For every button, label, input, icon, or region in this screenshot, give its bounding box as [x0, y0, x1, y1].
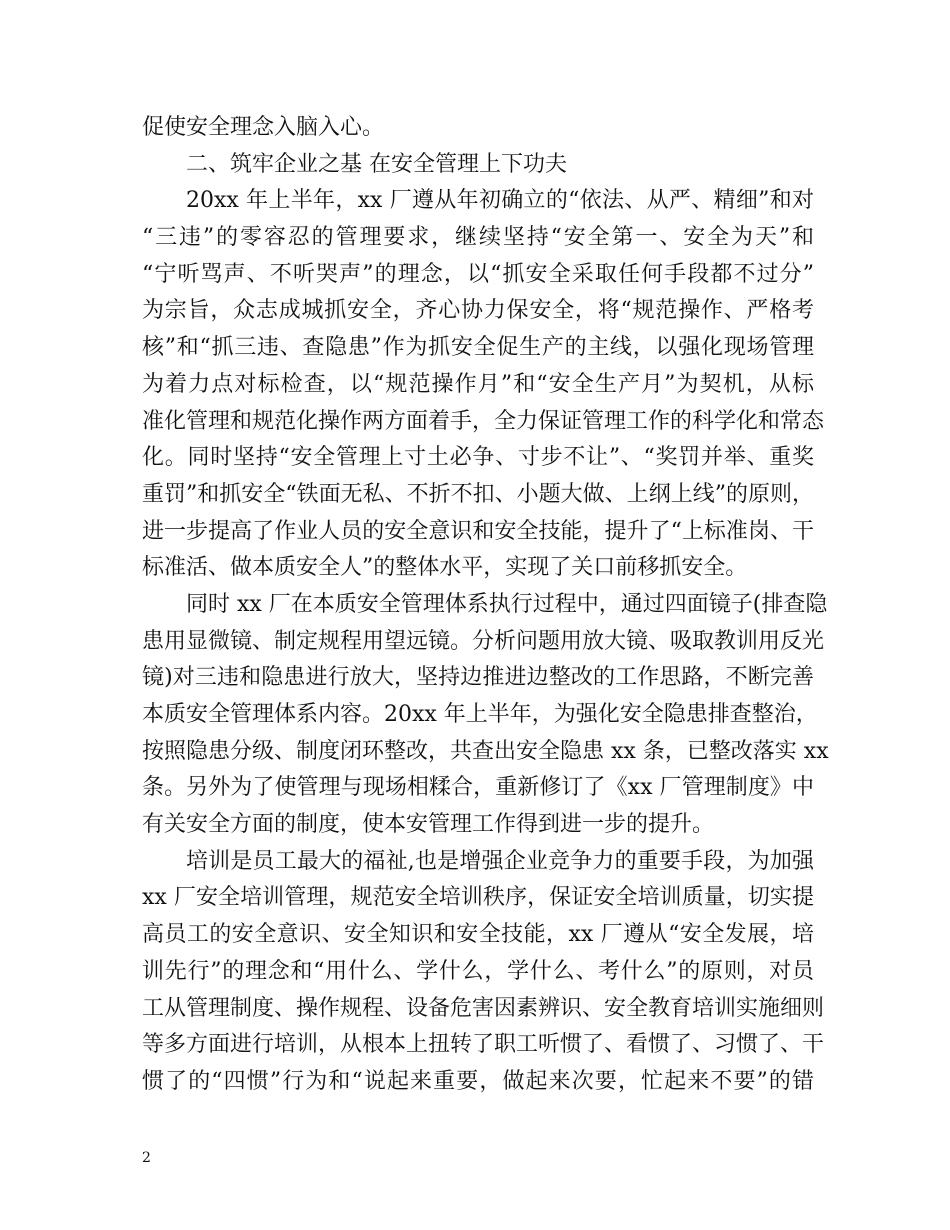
text-line: 训先行”的理念和“用什么、学什么，学什么、考什么”的原则，对员 — [142, 958, 814, 984]
text-line: 工从管理制度、操作规程、设备危害因素辨识、安全教育培训实施细则 — [142, 995, 825, 1021]
page-number: 2 — [142, 1150, 151, 1166]
text-line: 为着力点对标检查，以“规范操作月”和“安全生产月”为契机，从标 — [142, 371, 814, 397]
text-line: 按照隐患分级、制度闭环整改，共查出安全隐患 xx 条，已整改落实 xx — [142, 738, 829, 764]
text-line: 条。另外为了使管理与现场相糅合，重新修订了《xx 厂管理制度》中 — [142, 775, 814, 801]
text-line: 培训是员工最大的福祉,也是增强企业竞争力的重要手段，为加强 — [186, 848, 814, 874]
text-line: “宁听骂声、不听哭声”的理念，以“抓安全采取任何手段都不过分” — [142, 261, 814, 287]
text-line: 进一步提高了作业人员的安全意识和安全技能，提升了“上标准岗、干 — [142, 518, 814, 544]
text-line: 有关安全方面的制度，使本安管理工作得到进一步的提升。 — [142, 812, 715, 838]
document-body — [142, 110, 829, 1101]
text-line: “三违”的零容忍的管理要求，继续坚持“安全第一、安全为天”和 — [142, 225, 814, 251]
text-line: 高员工的安全意识、安全知识和安全技能，xx 厂遵从“安全发展，培 — [142, 922, 814, 948]
text-line: 等多方面进行培训，从根本上扭转了职工听惯了、看惯了、习惯了、干 — [142, 1032, 825, 1058]
text-line: 促使安全理念入脑入心。 — [142, 115, 385, 140]
text-line: xx 厂安全培训管理，规范安全培训秩序，保证安全培训质量，切实提 — [142, 885, 814, 911]
section-heading: 二、筑牢企业之基 在安全管理上下功夫 — [186, 151, 567, 177]
text-line: 为宗旨，众志成城抓安全，齐心协力保安全，将“规范操作、严格考 — [142, 298, 814, 324]
text-line: 化。同时坚持“安全管理上寸土必争、寸步不让”、“奖罚并举、重奖 — [142, 445, 814, 471]
text-line: 同时 xx 厂在本质安全管理体系执行过程中，通过四面镜子(排查隐 — [186, 591, 828, 617]
text-line: 惯了的“四惯”行为和“说起来重要，做起来次要，忙起来不要”的错 — [142, 1068, 814, 1094]
text-line: 镜)对三违和隐患进行放大，坚持边推进边整改的工作思路，不断完善 — [142, 665, 814, 691]
text-line: 本质安全管理体系内容。20xx 年上半年，为强化安全隐患排查整治， — [142, 702, 818, 727]
text-line: 核”和“抓三违、查隐患”作为抓安全促生产的主线，以强化现场管理 — [142, 335, 814, 361]
text-line: 标准活、做本质安全人”的整体水平，实现了关口前移抓安全。 — [142, 555, 748, 581]
text-line: 重罚”和抓安全“铁面无私、不折不扣、小题大做、上纲上线”的原则， — [142, 481, 814, 507]
text-line: 准化管理和规范化操作两方面着手，全力保证管理工作的科学化和常态 — [142, 408, 825, 434]
text-line: 20xx 年上半年，xx 厂遵从年初确立的“依法、从严、精细”和对 — [186, 188, 814, 214]
text-line: 患用显微镜、制定规程用望远镜。分析问题用放大镜、吸取教训用反光 — [142, 628, 825, 654]
